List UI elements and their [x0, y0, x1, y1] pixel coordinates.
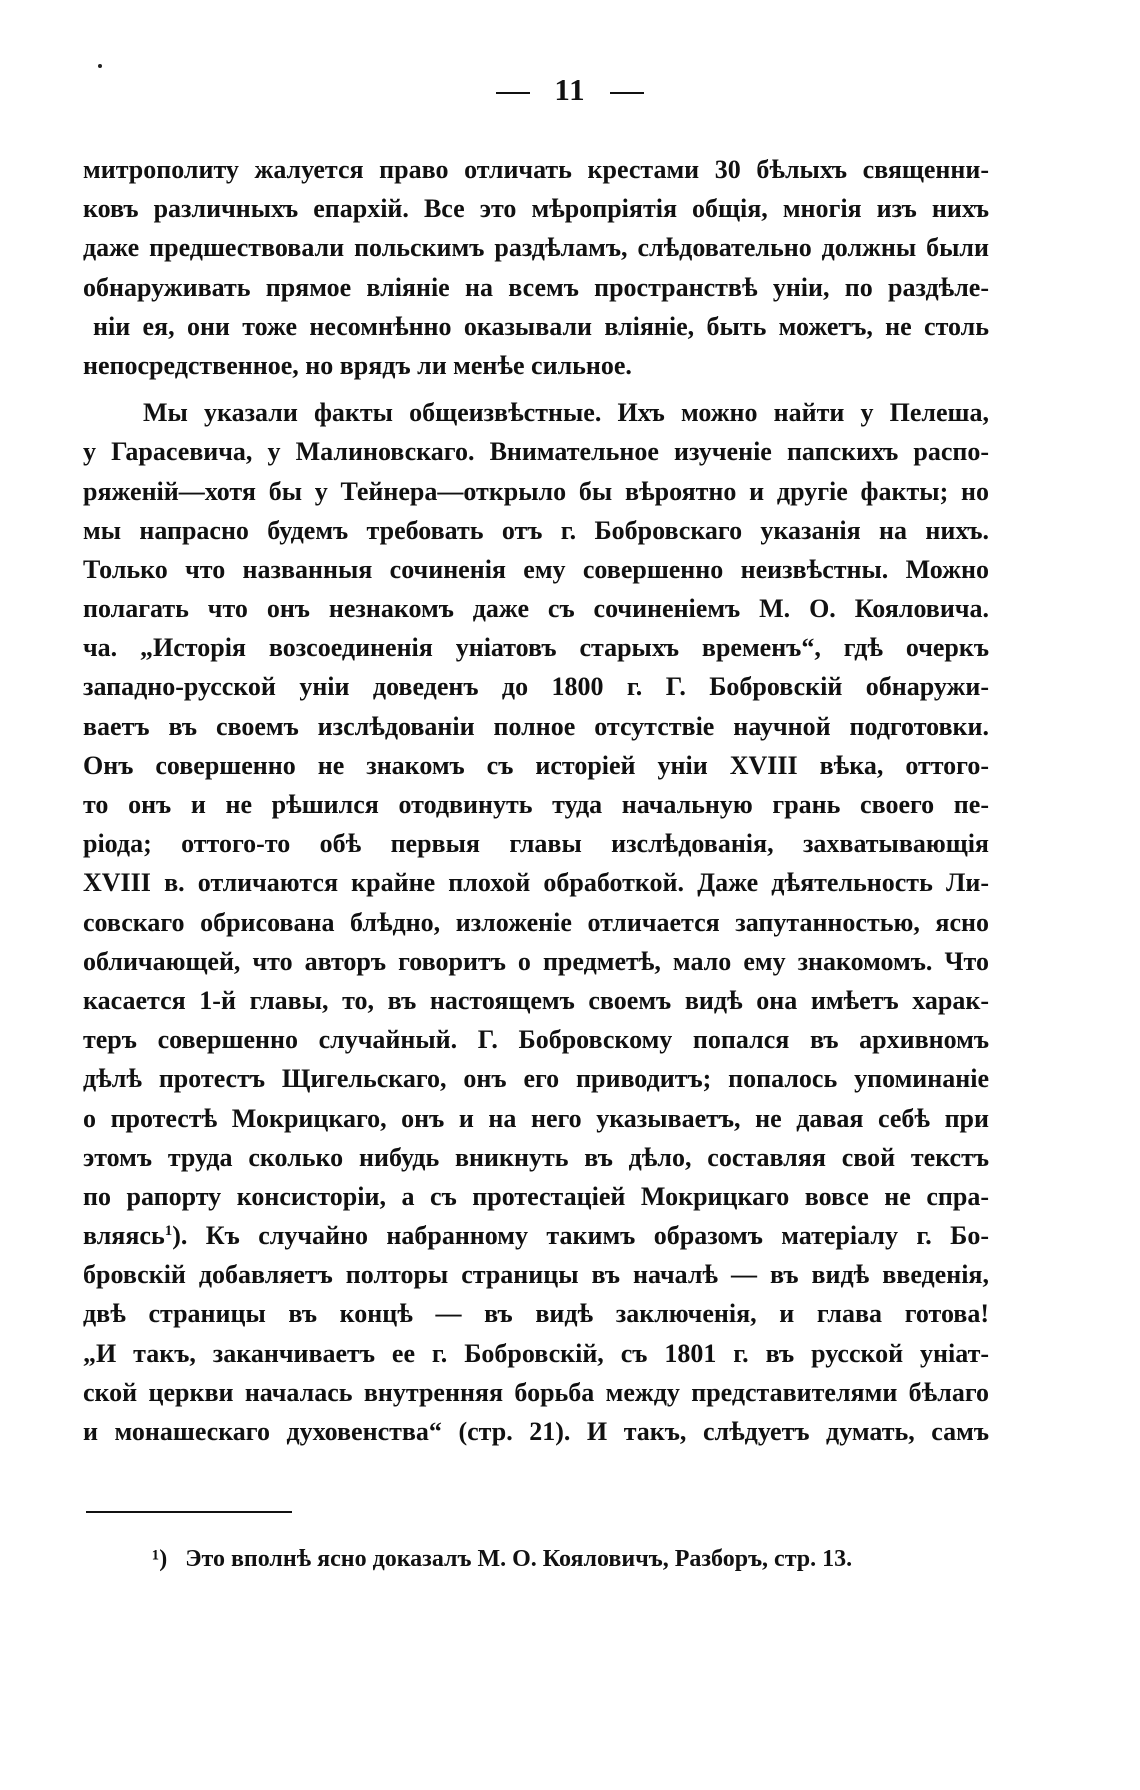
footnote: [152, 1546, 852, 1573]
text-fragment: ). Къ случайно набранному такимъ образомъ матеріалу г. Бо-: [172, 1221, 989, 1251]
text-line: касается 1-й главы, то, въ настоящемъ своемъ видѣ она имѣетъ харак-: [83, 985, 989, 1015]
text-line: обнаруживать прямое вліяніе на всемъ пространствѣ уніи, по раздѣле-: [83, 272, 989, 302]
text-line: Онъ совершенно не знакомъ съ исторіей уніи XVIII вѣка, оттого-: [83, 750, 989, 780]
footnote-reference: 1: [164, 1223, 173, 1240]
header-dash-left: [496, 92, 530, 94]
text-line: ча. „Исторія возсоединенія уніатовъ старыхъ временъ“, гдѣ очеркъ: [83, 633, 989, 663]
text-line: по рапорту консисторіи, а съ протестаціей Мокрицкаго вовсе не спра-: [83, 1181, 989, 1211]
text-line: западно-русской уніи доведенъ до 1800 г. Г. Бобровскій обнаружи-: [83, 672, 989, 702]
text-line: ваетъ въ своемъ изслѣдованіи полное отсутствіе научной подготовки.: [83, 711, 989, 741]
text-line-with-footnote: [83, 1216, 989, 1255]
text-line: то онъ и не рѣшился отодвинуть туда начальную грань своего пе-: [83, 790, 989, 819]
text-line: у Гарасевича, у Малиновскаго. Внимательное изученіе папскихъ распо-: [83, 437, 989, 467]
footnote-mark: ¹): [152, 1546, 168, 1572]
page-number-header: [0, 72, 1140, 108]
text-line: полагать что онъ незнакомъ даже съ сочиненіемъ М. О. Кояловича.: [83, 594, 989, 624]
footnote-separator: [86, 1511, 292, 1513]
body-text: [83, 150, 989, 1451]
text-line: дѣлѣ протестъ Щигельскаго, онъ его приводитъ; попалось упоминаніе: [83, 1064, 989, 1094]
text-line: ніи ея, они тоже несомнѣнно оказывали вліяніе, быть можетъ, не столь: [93, 311, 989, 341]
text-line: XVIII в. отличаются крайне плохой обработкой. Даже дѣятельность Ли-: [83, 868, 989, 898]
paragraph-gap: [83, 385, 989, 393]
header-dash-right: [610, 92, 644, 94]
text-line: и монашескаго духовенства“ (стр. 21). И такъ, слѣдуетъ думать, самъ: [83, 1417, 989, 1446]
text-line: теръ совершенно случайный. Г. Бобровскому попался въ архивномъ: [83, 1025, 989, 1055]
text-fragment: вляясь: [83, 1221, 165, 1251]
text-line: даже предшествовали польскимъ раздѣламъ, слѣдовательно должны были: [83, 233, 989, 263]
text-line: непосредственное, но врядъ ли менѣе сильное.: [83, 350, 632, 380]
text-line: Только что названныя сочиненія ему совершенно неизвѣстны. Можно: [83, 554, 989, 584]
text-line: совскаго обрисована блѣдно, изложеніе отличается запутанностью, ясно: [83, 907, 989, 937]
text-line: обличающей, что авторъ говоритъ о предметѣ, мало ему знакомомъ. Что: [83, 946, 989, 976]
text-line: ковъ различныхъ епархій. Все это мѣропріятія общія, многія изъ нихъ: [83, 194, 989, 224]
text-line: бровскій добавляетъ полторы страницы въ началѣ — въ видѣ введенія,: [83, 1260, 989, 1290]
text-line: ской церкви началась внутренняя борьба между представителями бѣлаго: [83, 1377, 989, 1407]
text-line: о протестѣ Мокрицкаго, онъ и на него указываетъ, не давая себѣ при: [83, 1103, 989, 1133]
text-line: Мы указали факты общеизвѣстные. Ихъ можно найти у Пелеша,: [143, 398, 989, 428]
text-line: мы напрасно будемъ требовать отъ г. Бобровскаго указанія на нихъ.: [83, 515, 989, 545]
text-line: „И такъ, заканчиваетъ ее г. Бобровскій, съ 1801 г. въ русской уніат-: [83, 1338, 989, 1368]
text-line: митрополиту жалуется право отличать крестами 30 бѣлыхъ священни-: [83, 155, 989, 184]
text-line: ріода; оттого-то обѣ первыя главы изслѣдованія, захватывающія: [83, 829, 989, 859]
footnote-text: Это вполнѣ ясно доказалъ М. О. Кояловичъ, Разборъ, стр. 13.: [185, 1546, 853, 1572]
text-line: этомъ труда сколько нибудь вникнуть въ дѣло, составляя свой текстъ: [83, 1142, 989, 1172]
text-line: двѣ страницы въ концѣ — въ видѣ заключенія, и глава готова!: [83, 1299, 989, 1329]
page-number: 11: [554, 72, 586, 107]
text-line: ряженій—хотя бы у Тейнера—открыло бы вѣроятно и другіе факты; но: [83, 476, 989, 506]
printing-speck: [98, 64, 102, 68]
